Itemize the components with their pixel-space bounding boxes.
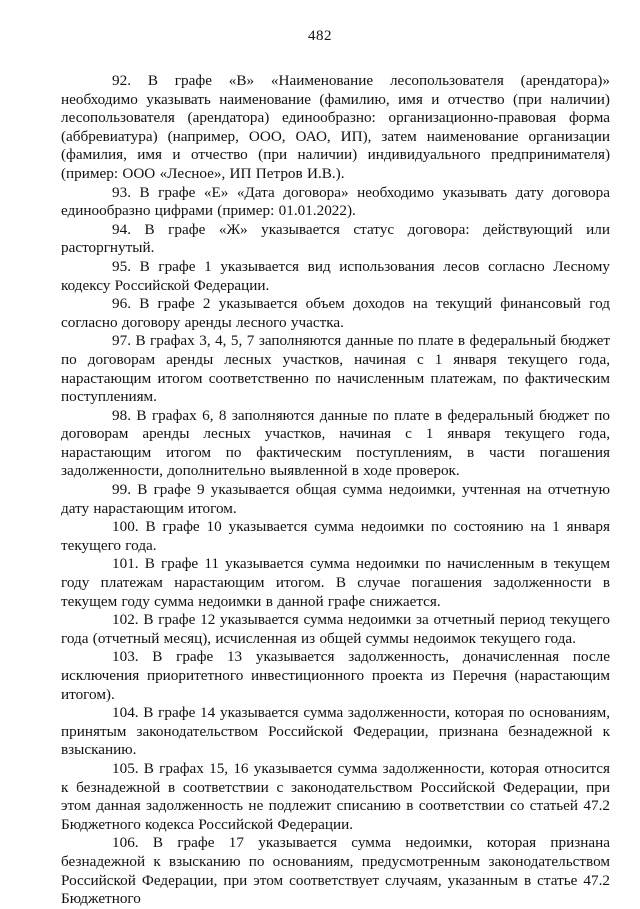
paragraph-102: 102. В графе 12 указывается сумма недоимки за отчетный период текущего года (отчетный месяц), исчисленная из общей суммы недоимок текущего года. [61,611,610,647]
paragraph-98: 98. В графах 6, 8 заполняются данные по плате в федеральный бюджет по договорам аренды лесных участков, начиная с 1 января текущего года, нарастающим итогом по фактическим поступлениям, в части погашения задолженности, дополнительно выявленной в ходе проверок. [61,406,610,480]
paragraph-99: 99. В графе 9 указывается общая сумма недоимки, учтенная на отчетную дату нарастающим итогом. [61,481,610,517]
paragraph-100: 100. В графе 10 указывается сумма недоимки по состоянию на 1 января текущего года. [61,518,610,554]
paragraph-94: 94. В графе «Ж» указывается статус договора: действующий или расторгнутый. [61,220,610,257]
paragraph-103: 103. В графе 13 указывается задолженность, доначисленная после исключения приоритетного инвестиционного проекта из Перечня (нарастающим итогом). [61,648,610,703]
page-number: 482 [308,28,332,44]
paragraph-93: 93. В графе «Е» «Дата договора» необходимо указывать дату договора единообразно цифрами (пример: 01.01.2022). [61,183,610,220]
paragraph-105: 105. В графах 15, 16 указывается сумма задолженности, которая относится к безнадежной в соответствии с законодательством Российской Федерации, при этом данная задолженность не подлежит списанию в соответствии со статьей 47.2 Бюджетного кодекса Российской Федерации. [61,759,610,833]
paragraph-101: 101. В графе 11 указывается сумма недоимки по начисленным в текущем году платежам нарастающим итогом. В случае погашения задолженности в текущем году сумма недоимки в данной графе снижается. [61,555,610,610]
paragraph-106: 106. В графе 17 указывается сумма недоимки, которая признана безнадежной к взысканию по основаниям, предусмотренным законодательством Российской Федерации, при этом соответствует случаям, указанным в статье 47.2 Бюджетного [61,834,610,908]
paragraph-95: 95. В графе 1 указывается вид использования лесов согласно Лесному кодексу Российской Федерации. [61,257,610,294]
paragraph-104: 104. В графе 14 указывается сумма задолженности, которая по основаниям, принятым законодательством Российской Федерации, признана безнадежной к взысканию. [61,704,610,759]
document-body [61,72,610,909]
paragraph-92: 92. В графе «В» «Наименование лесопользователя (арендатора)» необходимо указывать наименование (фамилию, имя и отчество (при наличии) лесопользователя (арендатора) единообразно: организационно-правовая форма (аббревиатура) (например, ООО, ОАО, ИП), затем наименование организации (фамилия, имя и отчество (при наличии) индивидуального предпринимателя) (пример: ООО «Лесное», ИП Петров И.В.). [61,72,610,182]
paragraph-96: 96. В графе 2 указывается объем доходов на текущий финансовый год согласно договору аренды лесного участка. [61,295,610,331]
paragraph-97: 97. В графах 3, 4, 5, 7 заполняются данные по плате в федеральный бюджет по договорам аренды лесных участков, начиная с 1 января текущего года, нарастающим итогом соответственно по начисленным платежам, по фактическим поступлениям. [61,332,610,406]
